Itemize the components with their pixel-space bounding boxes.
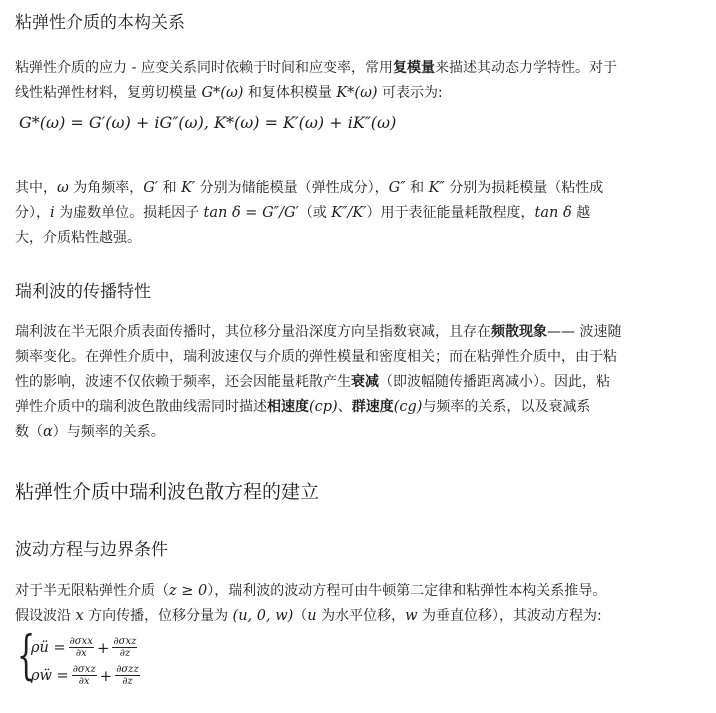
math-tan-delta: tan δ = G″/G′ — [203, 205, 299, 221]
text: 其中， — [15, 180, 57, 196]
paragraph-wave-equation — [15, 579, 709, 629]
math-x: x — [75, 608, 84, 624]
fraction-numerator: ∂σxz — [72, 664, 96, 675]
bold-term-phase-velocity: 相速度 — [267, 399, 309, 415]
text: 瑞利波在半无限介质表面传播时，其位移分量沿深度方向呈指数衰减，且存在 — [15, 324, 491, 340]
math-G-double-prime: G″ — [388, 180, 406, 196]
fraction-numerator: ∂σzz — [116, 664, 139, 675]
text: 为水平位移， — [316, 608, 406, 624]
text: （即波幅随传播距离减小）。因此，粘 — [379, 374, 610, 390]
text: 性的影响，波速不仅依赖于频率，还会因能量耗散产生 — [15, 374, 351, 390]
bold-term-dispersion: 频散现象 — [491, 324, 547, 340]
plus-sign: + — [96, 638, 110, 657]
equation-row-w — [31, 664, 143, 687]
equation-row-u — [31, 636, 140, 659]
math-displacement-vector: (u, 0, w) — [232, 608, 294, 624]
fraction-numerator: ∂σxz — [113, 636, 137, 647]
math-i: i — [50, 205, 55, 221]
section-title-constitutive: 粘弹性介质的本构关系 — [15, 13, 185, 33]
math-u: u — [307, 608, 317, 624]
text: 大，介质粘性越强。 — [15, 230, 141, 246]
text: 分）， — [15, 205, 50, 221]
equation-lhs: ρü = — [31, 639, 66, 656]
text: ），瑞利波的波动方程可由牛顿第二定律和粘弹性本构关系推导。 — [207, 583, 607, 599]
text: 假设波沿 — [15, 608, 76, 624]
paragraph-rayleigh-dispersion — [15, 320, 709, 445]
fraction-denominator: ∂z — [122, 676, 133, 687]
equation-system-wave — [17, 626, 217, 692]
text: 为虚数单位。损耗因子 — [54, 205, 204, 221]
paragraph-loss-factor — [15, 176, 709, 251]
math-G-prime: G′ — [143, 180, 159, 196]
section-title-dispersion-equation: 粘弹性介质中瑞利波色散方程的建立 — [15, 481, 320, 503]
left-brace: { — [17, 626, 36, 686]
text: 为垂直位移），其波动方程为: — [417, 608, 602, 624]
text: 线性粘弹性材料，复剪切模量 — [15, 85, 202, 101]
fraction-numerator: ∂σxx — [69, 636, 93, 647]
fraction — [112, 636, 137, 659]
text: （ — [293, 608, 308, 624]
text: 可表示为: — [377, 85, 443, 101]
text: （或 — [298, 205, 332, 221]
equation-complex-moduli: G*(ω) = G′(ω) + iG″(ω), K*(ω) = K′(ω) + iK″(ω) — [19, 113, 397, 132]
text: 粘弹性介质的应力 - 应变关系同时依赖于时间和应变率，常用 — [15, 60, 393, 76]
math-K-ratio: K″/K′ — [331, 205, 367, 221]
text: ）与频率的关系。 — [52, 424, 165, 440]
math-alpha: α — [43, 424, 53, 440]
text: 来描述其动态力学特性。对于 — [434, 60, 617, 76]
math-G-star: G*(ω) — [201, 85, 244, 101]
math-omega: ω — [57, 180, 69, 196]
text: 对于半无限粘弹性介质（ — [15, 583, 169, 599]
bold-term-group-velocity: 群速度 — [351, 399, 394, 415]
paragraph-complex-modulus — [15, 56, 709, 106]
math-K-prime: K′ — [181, 180, 196, 196]
plus-sign: + — [99, 666, 113, 685]
text: 和 — [405, 180, 429, 196]
text: 数（ — [15, 424, 43, 440]
fraction-denominator: ∂x — [78, 676, 90, 687]
text: —— 波速随 — [547, 324, 622, 340]
fraction — [72, 664, 97, 687]
section-title-wave-equation: 波动方程与边界条件 — [15, 540, 168, 560]
fraction-denominator: ∂x — [75, 648, 87, 659]
bold-term-complex-modulus: 复模量 — [392, 60, 435, 76]
text: 、 — [337, 399, 352, 415]
math-K-double-prime: K″ — [428, 180, 445, 196]
math-tan-delta: tan δ — [534, 205, 572, 221]
equation-lhs: ρẅ = — [31, 667, 69, 684]
fraction — [69, 636, 94, 659]
text: ）用于表征能量耗散程度， — [366, 205, 535, 221]
bold-term-attenuation: 衰减 — [351, 374, 379, 390]
math-z-geq-0: z ≥ 0 — [169, 583, 208, 599]
math-cp: (cp) — [309, 399, 338, 415]
math-cg: (cg) — [393, 399, 423, 415]
text: 越 — [571, 205, 591, 221]
text: 和复体积模量 — [243, 85, 337, 101]
text: 与频率的关系，以及衰减系 — [422, 399, 591, 415]
text: 方向传播，位移分量为 — [83, 608, 233, 624]
section-title-rayleigh-propagation: 瑞利波的传播特性 — [15, 282, 151, 302]
text: 弹性介质中的瑞利波色散曲线需同时描述 — [15, 399, 267, 415]
math-K-star: K*(ω) — [336, 85, 378, 101]
fraction — [115, 664, 140, 687]
math-w: w — [405, 608, 418, 624]
text: 分别为储能模量（弹性成分）， — [195, 180, 389, 196]
text: 为角频率， — [68, 180, 144, 196]
text: 分别为损耗模量（粘性成 — [444, 180, 604, 196]
text: 和 — [158, 180, 182, 196]
text: 频率变化。在弹性介质中，瑞利波速仅与介质的弹性模量和密度相关；而在粘弹性介质中，由于粘 — [15, 349, 617, 365]
fraction-denominator: ∂z — [119, 648, 131, 659]
